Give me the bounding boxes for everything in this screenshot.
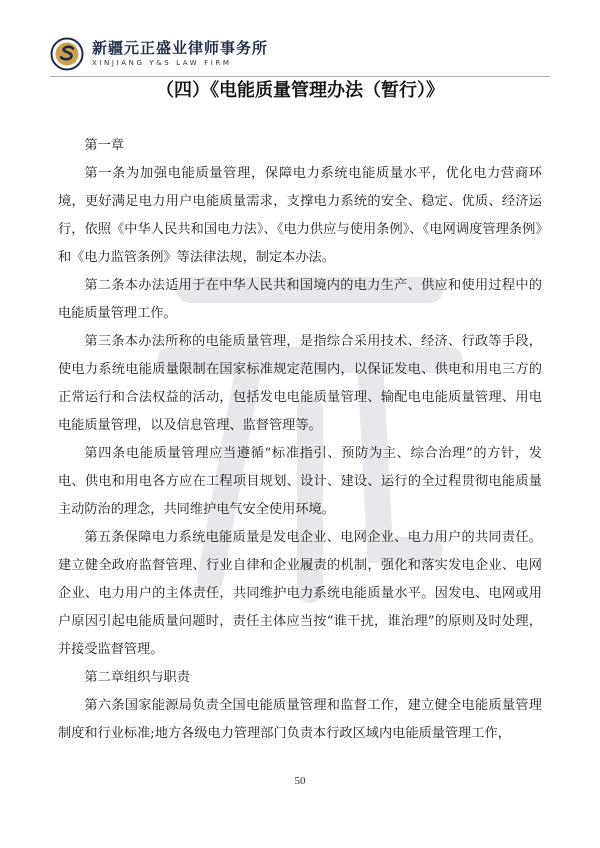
article-paragraph: 第四条电能质量管理应当遵循“标准指引、预防为主、综合治理”的方针，发电、供电和用电各方应在工程项目规划、设计、建设、运行的全过程贯彻电能质量主动防治的理念，共同维护电气安全使用环境。 xyxy=(58,446,542,517)
article-paragraph: 第二条本办法适用于在中华人民共和国境内的电力生产、供应和使用过程中的电能质量管理工作。 xyxy=(58,278,542,321)
brand-name-en: XINJIANG Y&S LAW FIRM xyxy=(92,59,232,67)
article-paragraph: 第五条保障电力系统电能质量是发电企业、电网企业、电力用户的共同责任。建立健全政府监督管理、行业自律和企业履责的机制，强化和落实发电企业、电网企业、电力用户的主体责任，共同维护电力系统电能质量水平。因发电、电网或用户原因引起电能质量问题时，责任主体应当按“谁干扰，谁治理”的原则及时处理，并接受监督管理。 xyxy=(58,530,542,657)
article-paragraph: 第一条为加强电能质量管理，保障电力系统电能质量水平，优化电力营商环境，更好满足电力用户电能质量需求，支撑电力系统的安全、稳定、优质、经济运行，依照《中华人民共和国电力法》、《电力供应与使用条例》、《电网调度管理条例》和《电力监管条例》等法律法规，制定本办法。 xyxy=(58,166,542,265)
brand-name-cn: 新疆元正盛业律师事务所 xyxy=(92,39,269,57)
yuanzheng-logo-icon xyxy=(50,37,84,71)
document-body xyxy=(58,132,542,748)
brand xyxy=(92,41,268,67)
chapter-heading: 第一章 xyxy=(84,138,124,153)
article-paragraph: 第三条本办法所称的电能质量管理，是指综合采用技术、经济、行政等手段，使电力系统电能质量限制在国家标准规定范围内，以保证发电、供电和用电三方的正常运行和合法权益的活动，包括发电电能质量管理、输配电电能质量管理、用电电能质量管理，以及信息管理、监督管理等。 xyxy=(58,334,542,433)
article-paragraph: 第六条国家能源局负责全国电能质量管理和监督工作，建立健全电能质量管理制度和行业标准;地方各级电力管理部门负责本行政区域内电能质量管理工作， xyxy=(58,698,542,741)
header xyxy=(50,34,268,74)
page-title: （四）《电能质量管理办法（暂行）》 xyxy=(156,80,444,101)
chapter-heading: 第二章组织与职责 xyxy=(84,670,190,685)
page-number: 50 xyxy=(294,775,306,787)
